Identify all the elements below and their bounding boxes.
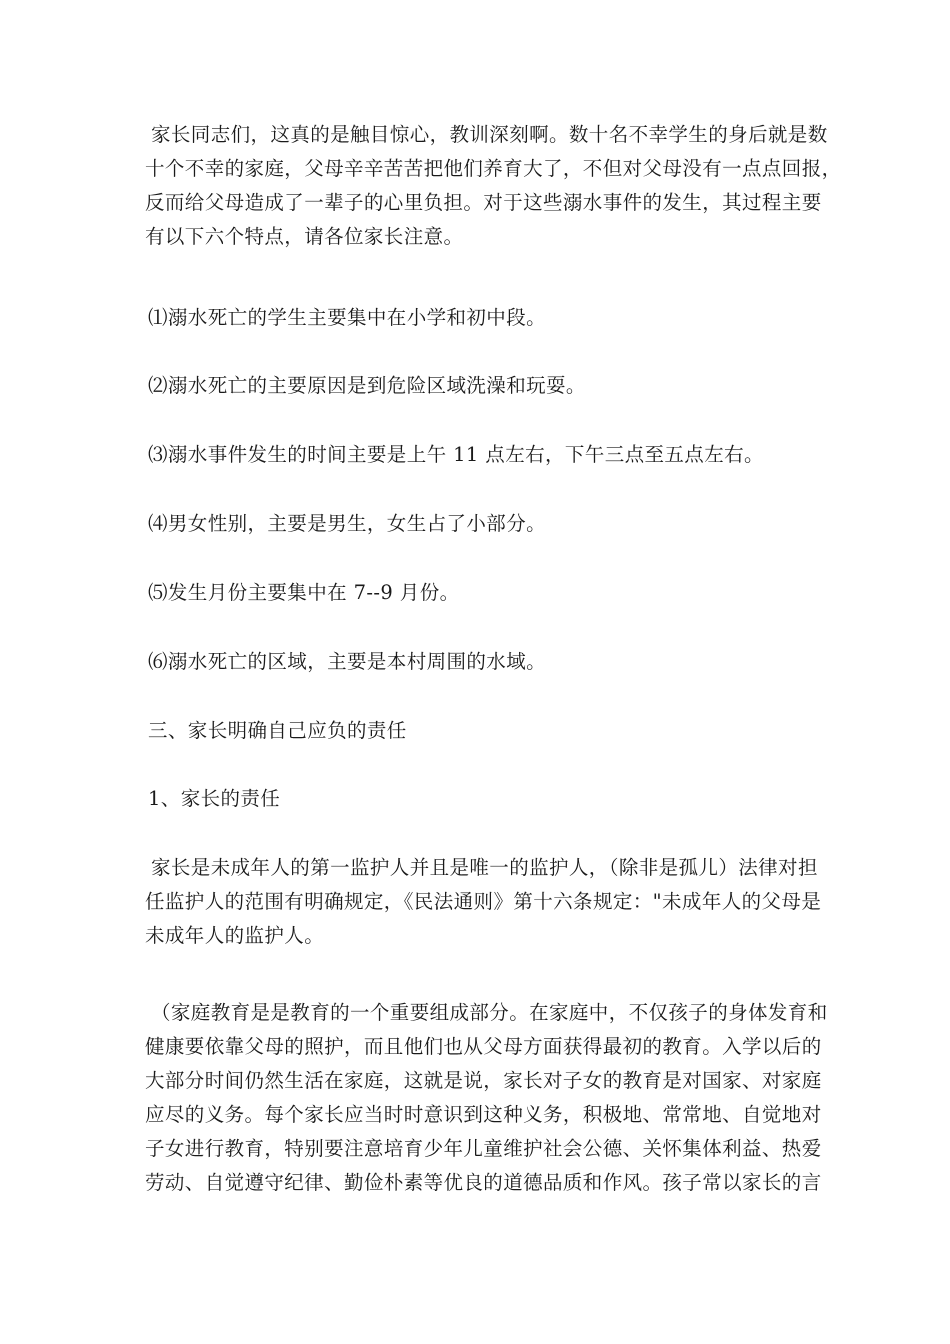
feature-item-5: ⑸发生月份主要集中在 7--9 月份。: [148, 581, 460, 604]
guardian-line: 任监护人的范围有明确规定，《民法通则》第十六条规定："未成年人的父母是: [145, 890, 822, 913]
section-heading: 三、家长明确自己应负的责任: [148, 719, 407, 742]
guardian-line: 家长是未成年人的第一监护人并且是唯一的监护人，（除非是孤儿）法律对担: [151, 856, 818, 879]
feature-item-2: ⑵溺水死亡的主要原因是到危险区域洗澡和玩耍。: [148, 374, 586, 397]
intro-line: 有以下六个特点，请各位家长注意。: [145, 225, 464, 248]
education-line: 健康要依靠父母的照护，而且他们也从父母方面获得最初的教育。入学以后的: [145, 1035, 822, 1058]
guardian-paragraph: [145, 851, 822, 953]
intro-paragraph: [145, 118, 842, 254]
subsection-heading: 1、家长的责任: [148, 787, 281, 810]
education-line: 子女进行教育，特别要注意培育少年儿童维护社会公德、关怀集体利益、热爱: [145, 1137, 822, 1160]
feature-item-1: ⑴溺水死亡的学生主要集中在小学和初中段。: [148, 306, 547, 329]
education-line: （家庭教育是是教育的一个重要组成部分。在家庭中，不仅孩子的身体发育和: [151, 1001, 828, 1024]
feature-item-3: ⑶溺水事件发生的时间主要是上午 11 点左右，下午三点至五点左右。: [148, 443, 764, 466]
intro-line: 十个不幸的家庭，父母辛辛苦苦把他们养育大了，不但对父母没有一点点回报，: [145, 157, 842, 180]
education-paragraph: [145, 996, 828, 1200]
feature-item-4: ⑷男女性别，主要是男生，女生占了小部分。: [148, 512, 547, 535]
intro-line: 家长同志们，这真的是触目惊心，教训深刻啊。数十名不幸学生的身后就是数: [151, 123, 828, 146]
education-line: 劳动、自觉遵守纪律、勤俭朴素等优良的道德品质和作风。孩子常以家长的言: [145, 1171, 822, 1194]
intro-line: 反而给父母造成了一辈子的心里负担。对于这些溺水事件的发生，其过程主要: [145, 191, 822, 214]
guardian-line: 未成年人的监护人。: [145, 924, 325, 947]
education-line: 应尽的义务。每个家长应当时时意识到这种义务，积极地、常常地、自觉地对: [145, 1103, 822, 1126]
feature-item-6: ⑹溺水死亡的区域，主要是本村周围的水域。: [148, 650, 547, 673]
education-line: 大部分时间仍然生活在家庭，这就是说，家长对子女的教育是对国家、对家庭: [145, 1069, 822, 1092]
